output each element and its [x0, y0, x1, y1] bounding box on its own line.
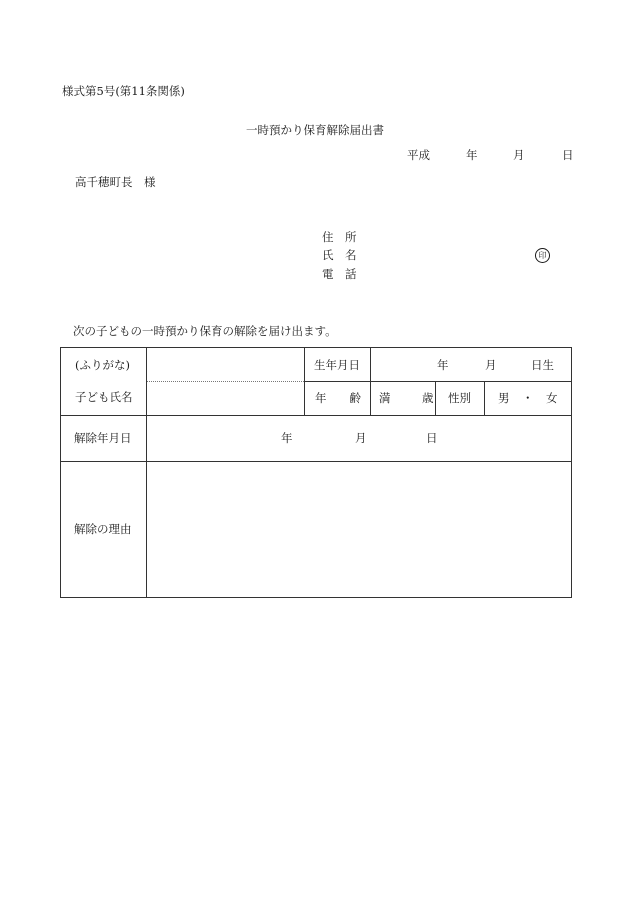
birth-label-right [370, 348, 371, 415]
cancel-year-unit: 年 [281, 431, 293, 445]
document-title: 一時預かり保育解除届出書 [246, 123, 384, 137]
date-year-unit: 年 [466, 148, 478, 162]
cancel-month-unit: 月 [355, 431, 367, 445]
row-divider-1 [61, 415, 572, 416]
birth-month-unit: 月 [485, 358, 497, 372]
date-era: 平成 [407, 148, 430, 162]
date-month-unit: 月 [513, 148, 525, 162]
date-day-unit: 日 [562, 148, 574, 162]
cancel-date-label: 解除年月日 [74, 431, 132, 445]
furigana-divider [146, 381, 304, 382]
reason-label: 解除の理由 [74, 522, 132, 536]
sex-female-option: 女 [546, 391, 558, 405]
cancel-day-unit: 日 [426, 431, 438, 445]
birth-label-left [304, 348, 305, 415]
form-number: 様式第5号(第11条関係) [62, 84, 185, 98]
cancellation-form-table [60, 347, 572, 598]
furigana-label: (ふりがな) [75, 358, 130, 372]
sex-label-right [484, 381, 485, 415]
row-divider-2 [61, 461, 572, 462]
addressee: 高千穂町長 様 [75, 175, 156, 189]
label-column-divider [146, 348, 147, 597]
birth-year-unit: 年 [437, 358, 449, 372]
applicant-name-label: 氏 名 [322, 248, 357, 262]
sex-separator: ・ [522, 391, 534, 405]
birthdate-label: 生年月日 [314, 358, 360, 372]
age-value-right [435, 381, 436, 415]
birth-day-unit: 日生 [531, 358, 554, 372]
declaration-text: 次の子どもの一時預かり保育の解除を届け出ます。 [73, 324, 337, 338]
sex-label: 性別 [448, 391, 471, 405]
age-unit: 歳 [422, 391, 434, 405]
sex-male-option: 男 [498, 391, 510, 405]
age-full-prefix: 満 [379, 391, 391, 405]
applicant-address-label: 住 所 [322, 230, 357, 244]
seal-mark: 印 [535, 248, 550, 263]
row-divider-birth [304, 381, 572, 382]
applicant-phone-label: 電 話 [322, 267, 357, 281]
age-label: 年 齢 [315, 391, 361, 405]
child-name-label: 子ども氏名 [75, 390, 133, 404]
